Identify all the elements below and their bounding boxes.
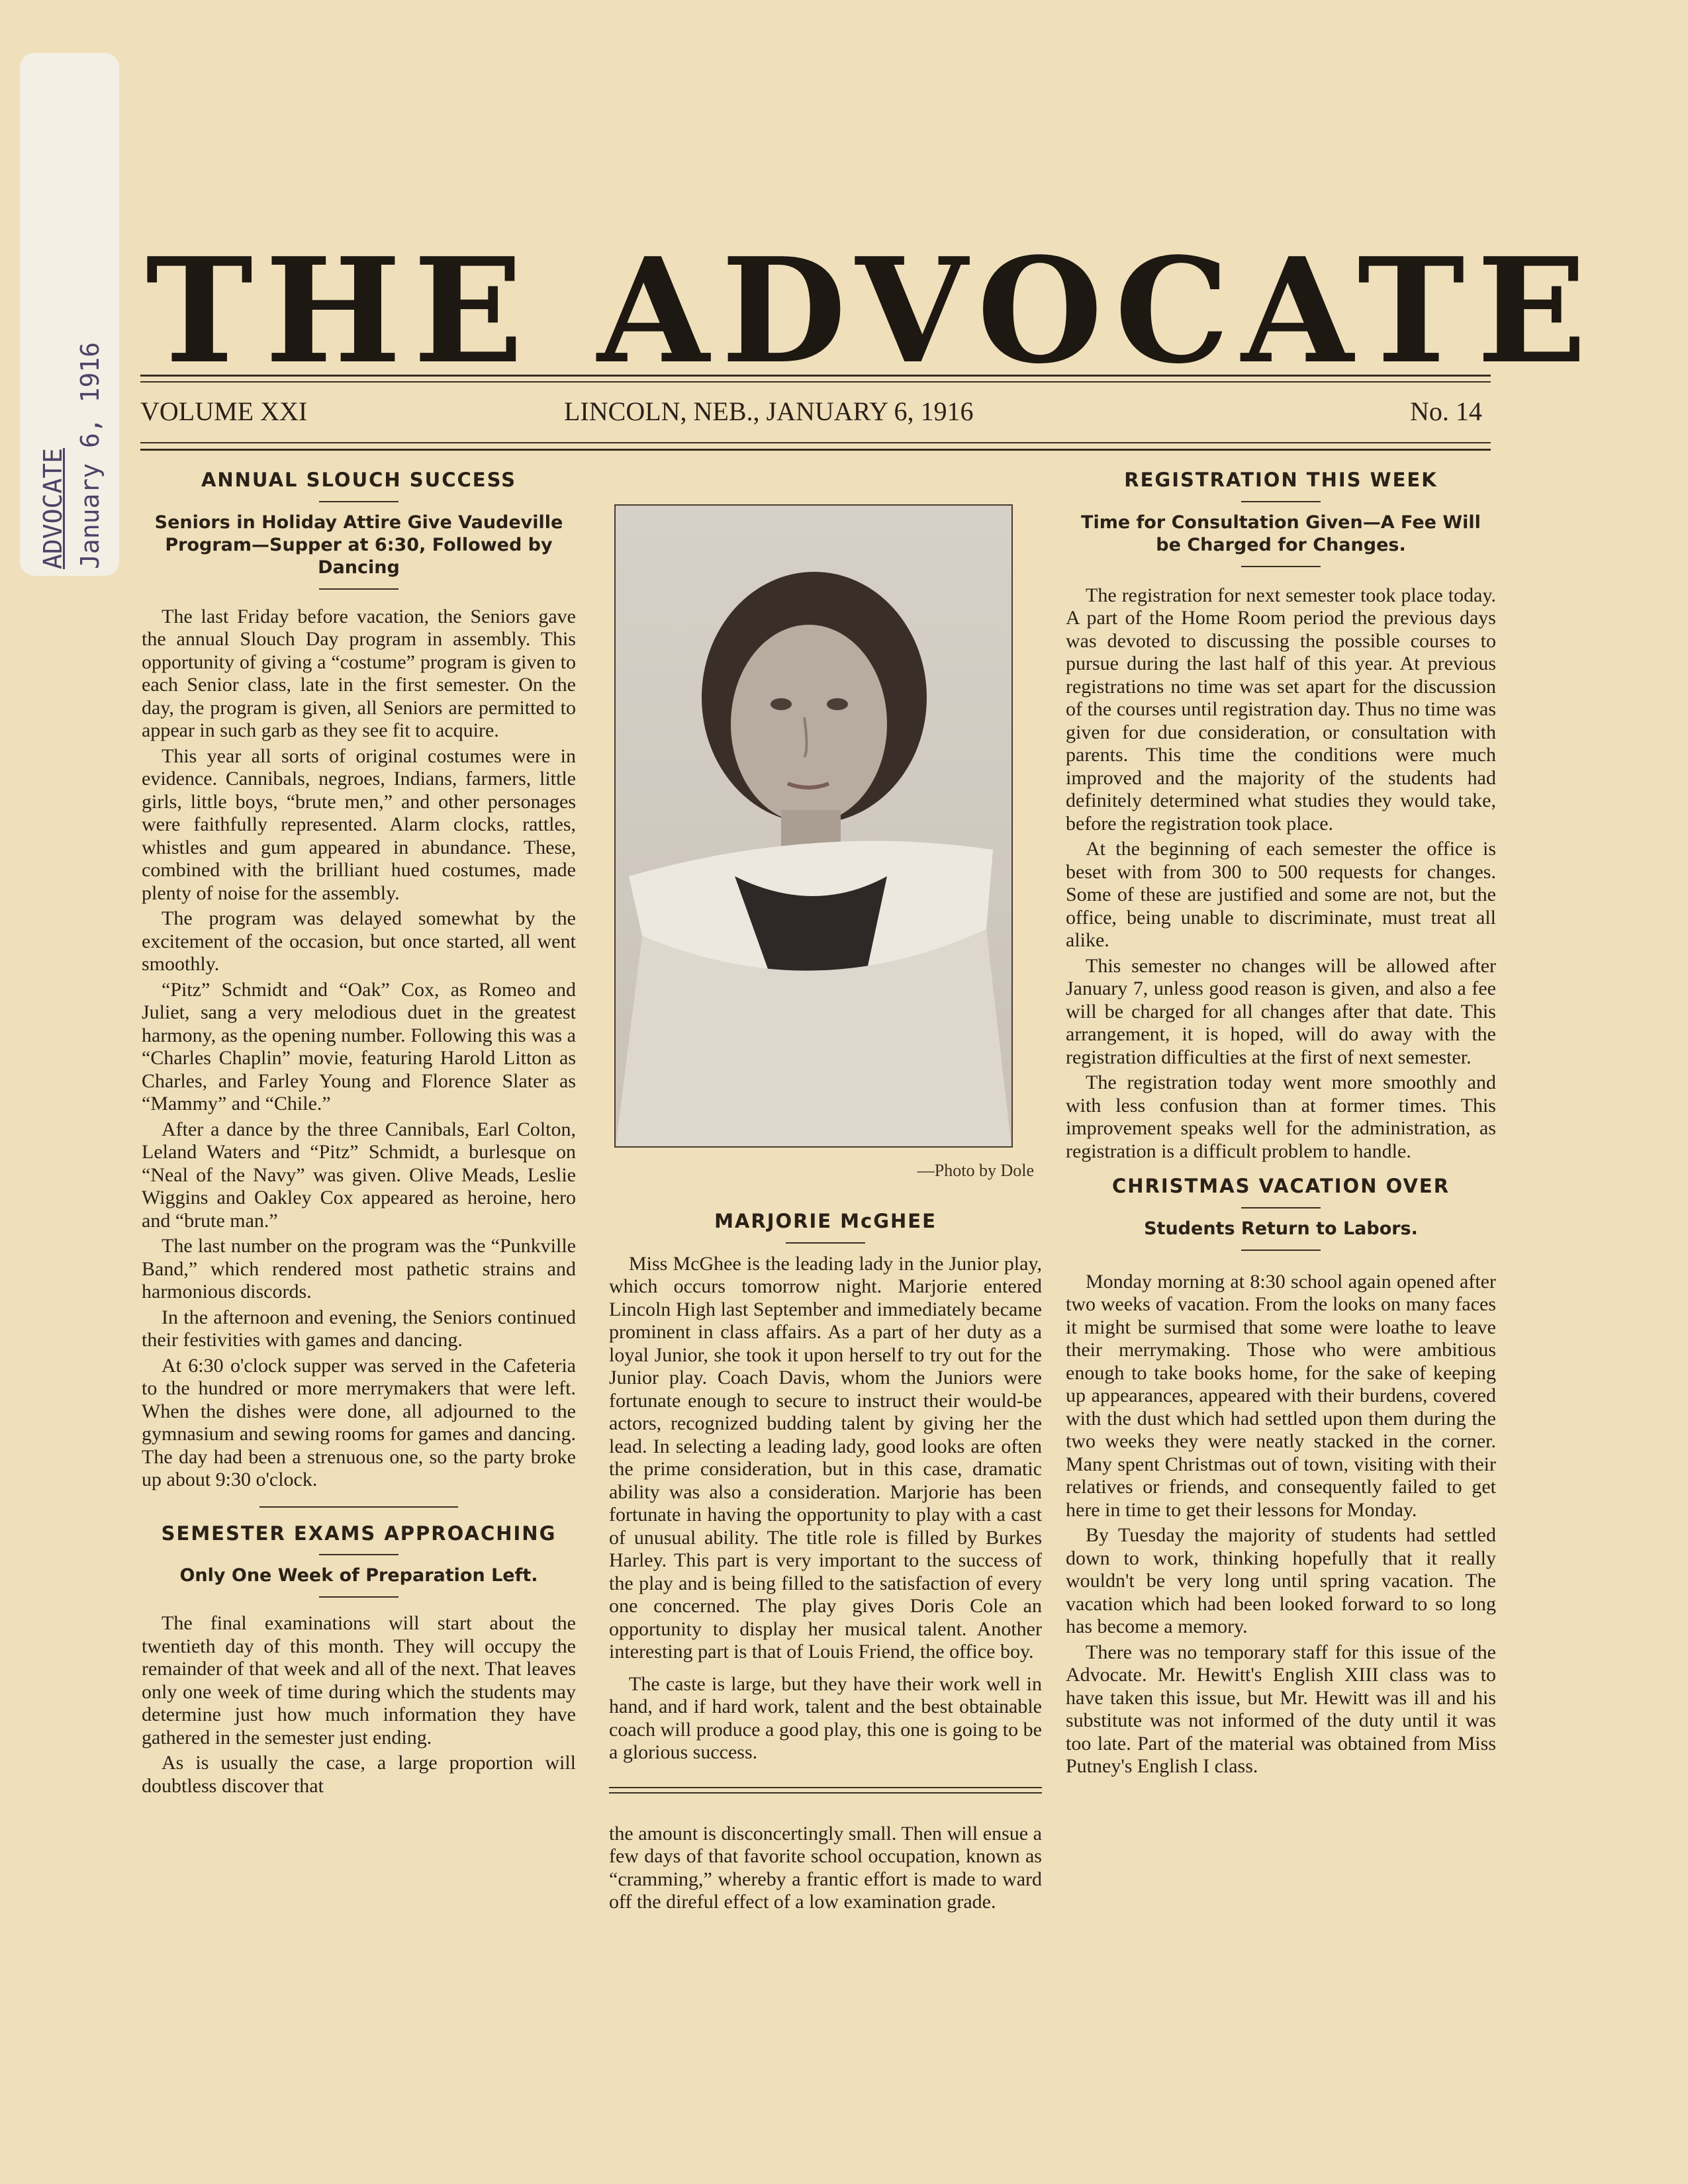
registration-paragraph: The registration today went more smoothly and with less confusion than at former times. This improvement speaks well for the administration, as registration is a difficult problem to handle. [1066,1071,1496,1162]
dateline-rule-bottom [140,442,1491,443]
registration-subhead: Time for Consultation Given—A Fee Will be Charged for Changes. [1081,512,1481,555]
rule-short [319,1554,399,1555]
rule-short [319,501,399,502]
portrait-illustration [616,506,1011,1146]
registration-paragraph: At the beginning of each semester the office is beset with from 300 to 500 requests for changes. Some of these are justified and some are not, but the office, being unable to discriminate, must treat all alike. [1066,838,1496,951]
mcghee-headline: MARJORIE McGHEE [714,1210,937,1232]
rule-short [319,1596,399,1598]
issue-number: No. 14 [1410,396,1482,426]
dateline-place-date: LINCOLN, NEB., JANUARY 6, 1916 [564,396,974,426]
rule-divider [259,1506,458,1508]
registration-paragraph: The registration for next semester took place today. A part of the Home Room period the previous days was devoted to discussing the possible courses to pursue during the last half of this year. At previous registrations no time was set apart for the discussion of the courses until registration day. Thus no time was given for due consideration, or consultation with parents. This time the conditions were much improved and the majority of the students had definitely determined what studies they would take, before the registration took place. [1066,584,1496,835]
christmas-paragraph: Monday morning at 8:30 school again opened after two weeks of vacation. From the looks on many faces it might be surmised that some were loathe to leave their merrymaking. Those who were ambitious enough to take books home, for the sake of keeping up appearances, appeared with their burdens, covered with the dust which had settled upon them during the two weeks they were neatly stacked in the corner. Many spent Christmas out of town, visiting with their relatives or friends, and consequently failed to get here in time to get their lessons for Monday. [1066,1270,1496,1521]
archive-label-text [34,251,114,569]
masthead-rule-top-inner [140,381,1491,383]
rule-short [319,588,399,590]
mcghee-paragraph: Miss McGhee is the leading lady in the Junior play, which occurs tomorrow night. Marjorie entered Lincoln High last September and immediately became prominent in class affairs. As a part of her duty as a loyal Junior, she took it upon herself to try out for the Junior play. Coach Davis, whom the Juniors were fortunate enough to secure to instruct their would-be actors, recognized budding talent by giving her the lead. In selecting a leading lady, good looks are often the prime consideration, but in this case, dramatic ability was also a consideration. Marjorie has been fortunate in having the opportunity to play with a cast of unusual ability. The title role is filled by Burkes Harley. This part is very important to the success of the play and is being filled to the satisfaction of every one concerned. The play gives Doris Cole an opportunity to display her musical talent. Another interesting part is that of Louis Friend, the office boy. [609,1252,1042,1662]
slouch-paragraph: The program was delayed somewhat by the excitement of the occasion, but once started, all went smoothly. [142,907,576,975]
portrait-photo [614,504,1013,1148]
rule-short [1241,566,1321,567]
exams-paragraph: The final examinations will start about the twentieth day of this month. They will occupy the remainder of that week and all of the next. That leaves only one week of time during which the students may determine just how much information they have gathered in the semester just ending. [142,1612,576,1749]
rule-divider [609,1787,1042,1788]
slouch-headline: ANNUAL SLOUCH SUCCESS [201,469,517,491]
masthead-rule-top [140,375,1491,377]
christmas-paragraph: By Tuesday the majority of students had settled down to work, thinking hopefully that it really wouldn't be very long until spring vacation. The vacation which had been looked forward to so long has become a memory. [1066,1524,1496,1637]
slouch-subhead: Seniors in Holiday Attire Give Vaudeville Program—Supper at 6:30, Followed by Dancing [154,512,563,578]
volume-label: VOLUME XXI [140,396,308,426]
registration-headline: REGISTRATION THIS WEEK [1124,469,1438,491]
registration-paragraph: This semester no changes will be allowed after January 7, unless good reason is given, and also a fee will be charged for all changes after that date. This arrangement, it is hoped, will do away with the registration difficulties at the first of next semester. [1066,954,1496,1068]
archive-label-line1: ADVOCATE [38,447,68,569]
slouch-paragraph: The last number on the program was the “Punkville Band,” which rendered most pathetic strains and harmonious discords. [142,1235,576,1302]
christmas-headline: CHRISTMAS VACATION OVER [1111,1175,1450,1197]
masthead-title: THE ADVOCATE [146,226,1599,396]
exams-subhead: Only One Week of Preparation Left. [179,1565,538,1586]
slouch-paragraph: After a dance by the three Cannibals, Earl Colton, Leland Waters and “Pitz” Schmidt, a burlesque on “Neal of the Navy” was given. Olive Meads, Leslie Wiggins and Oakley Cox appeared as heroine, hero and “brute man.” [142,1118,576,1232]
slouch-paragraph: “Pitz” Schmidt and “Oak” Cox, as Romeo and Juliet, sang a very melodious duet in the greatest harmony, as the opening number. Following this was a “Charles Chaplin” movie, featuring Harold Litton as Charles, and Farley Young and Florence Slater as “Mammy” and “Chile.” [142,978,576,1115]
rule-short [1241,1207,1321,1208]
archive-label-line2: January 6, 1916 [75,341,105,569]
dateline-rule-bottom-outer [140,449,1491,451]
exams-headline: SEMESTER EXAMS APPROACHING [161,1522,557,1545]
rule-short [1241,1250,1321,1251]
rule-divider [609,1792,1042,1794]
rule-short [786,1242,865,1244]
photo-credit: —Photo by Dole [917,1161,1034,1180]
christmas-paragraph: There was no temporary staff for this issue of the Advocate. Mr. Hewitt's English XIII class was to have taken this issue, but Mr. Hewitt was ill and his substitute was not informed of the duty until it was too late. Part of the material was obtained from Miss Putney's English I class. [1066,1641,1496,1777]
exams-continued: the amount is disconcertingly small. Then will ensue a few days of that favorite school occupation, known as “cramming,” whereby a frantic effort is made to ward off the direful effect of a low examination grade. [609,1822,1042,1913]
column-center [609,1210,1042,1917]
slouch-paragraph: This year all sorts of original costumes were in evidence. Cannibals, negroes, Indians, farmers, little girls, little boys, “brute men,” and other personages were faithfully represented. Alarm clocks, rattles, whistles and gum appeared in abundance. These, combined with the brilliant hued costumes, made plenty of noise for the assembly. [142,745,576,904]
slouch-paragraph: In the afternoon and evening, the Seniors continued their festivities with games and dancing. [142,1306,576,1351]
exams-paragraph: As is usually the case, a large proportion will doubtless discover that [142,1752,576,1797]
column-left [142,469,576,1800]
rule-short [1241,501,1321,502]
mcghee-paragraph: The caste is large, but they have their work well in hand, and if hard work, talent and the best obtainable coach will produce a good play, this one is going to be a glorious success. [609,1672,1042,1763]
slouch-paragraph: The last Friday before vacation, the Seniors gave the annual Slouch Day program in assembly. This opportunity of giving a “costume” program is given to each Senior class, late in the first semester. On the day, the program is given, all Seniors are permitted to appear in such garb as they see fit to acquire. [142,605,576,741]
column-right [1066,469,1496,1781]
slouch-paragraph: At 6:30 o'clock supper was served in the Cafeteria to the hundred or more merrymakers that were left. When the dishes were done, all adjourned to the gymnasium and sewing rooms for games and dancing. The day had been a strenuous one, so the party broke up about 9:30 o'clock. [142,1354,576,1490]
christmas-subhead: Students Return to Labors. [1144,1218,1418,1239]
